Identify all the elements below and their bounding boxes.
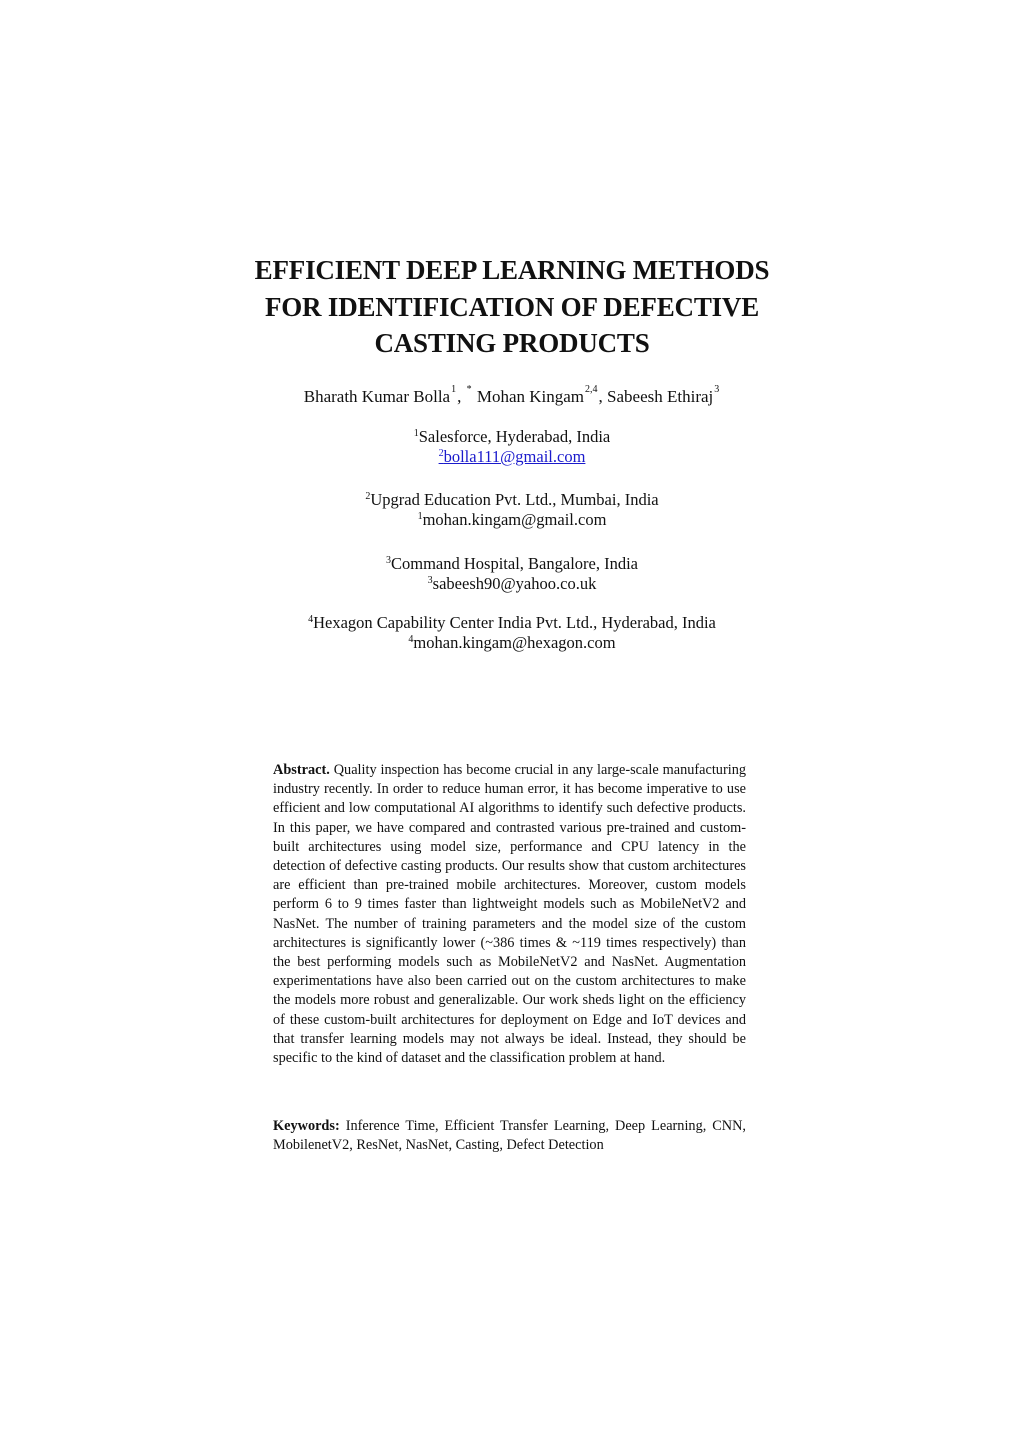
title-line-1: EFFICIENT DEEP LEARNING METHODS bbox=[254, 255, 770, 285]
keywords-label: Keywords: bbox=[273, 1118, 340, 1134]
affiliation-block bbox=[112, 427, 912, 467]
author-name: Bharath Kumar Bolla bbox=[303, 387, 451, 406]
author-affiliation-mark: 2,4 bbox=[585, 384, 598, 395]
email-mark: 4 bbox=[408, 634, 414, 645]
affiliation-block bbox=[112, 490, 912, 530]
email-line bbox=[112, 574, 912, 594]
author-affiliation-mark: 1 bbox=[451, 384, 457, 395]
email-line bbox=[112, 510, 912, 530]
affiliation-line bbox=[112, 490, 912, 510]
email-text: bolla111@gmail.com bbox=[443, 447, 586, 466]
affiliation-line bbox=[112, 613, 912, 633]
author-name: Mohan Kingam bbox=[476, 387, 585, 406]
email-link[interactable] bbox=[439, 447, 586, 466]
keywords bbox=[273, 1117, 746, 1155]
email-text: mohan.kingam@hexagon.com bbox=[413, 633, 616, 652]
email-line bbox=[112, 447, 912, 467]
affiliation-line bbox=[112, 554, 912, 574]
email-mark: 3 bbox=[427, 575, 433, 586]
abstract-text: Quality inspection has become crucial in any large-scale manufacturing industry recently. In order to reduce human error, it has become imperative to use efficient and low computational AI algorithms to identify such defective products. In this paper, we have compared and contrasted various pre-trained and custom-built architectures using model size, performance and CPU latency in the detection of defective casting products. Our results show that custom architectures are efficient than pre-trained mobile architectures. Moreover, custom models perform 6 to 9 times faster than lightweight models such as MobileNetV2 and NasNet. The number of training parameters and the model size of the custom architectures is significantly lower (~386 times & ~119 times respectively) than the best performing models such as MobileNetV2 and NasNet. Augmentation experimentations have also been carried out on the custom architectures to make the models more robust and generalizable. Our work sheds light on the efficiency of these custom-built architectures for deployment on Edge and IoT devices and that transfer learning models may not always be ideal. Instead, they should be specific to the kind of dataset and the classification problem at hand. bbox=[273, 762, 746, 1067]
author-affiliation-mark: 3 bbox=[714, 384, 720, 395]
corresponding-author-mark: * bbox=[466, 384, 472, 395]
author-list: Bharath Kumar Bolla$^1$, * Mohan Kingam$^{2,4}$, Sabeesh Ethiraj$^3$ bbox=[303, 384, 720, 406]
affiliation-line bbox=[112, 427, 912, 447]
keywords-text: Inference Time, Efficient Transfer Learning, Deep Learning, CNN, MobilenetV2, ResNet, NasNet, Casting, Defect Detection bbox=[273, 1118, 747, 1154]
affiliation-text: Hexagon Capability Center India Pvt. Ltd., Hyderabad, India bbox=[313, 613, 716, 632]
affiliation-text: Salesforce, Hyderabad, India bbox=[418, 427, 611, 446]
affiliation-mark: 1 bbox=[413, 428, 419, 439]
title-line-3: CASTING PRODUCTS bbox=[374, 328, 650, 358]
author-name: Sabeesh Ethiraj bbox=[607, 387, 714, 406]
email-mark: 2 bbox=[438, 448, 444, 459]
affiliation-mark: 3 bbox=[386, 555, 391, 566]
affiliation-mark: 4 bbox=[308, 614, 314, 625]
affiliation-text: Upgrad Education Pvt. Ltd., Mumbai, India bbox=[370, 490, 659, 509]
title-line-2: FOR IDENTIFICATION OF DEFECTIVE bbox=[264, 291, 760, 322]
affiliation-mark: 2 bbox=[365, 491, 371, 502]
email-line bbox=[112, 633, 912, 653]
email-mark: 1 bbox=[417, 511, 423, 522]
affiliation-block bbox=[112, 613, 912, 653]
abstract bbox=[273, 761, 746, 1068]
paper-title bbox=[112, 252, 912, 362]
affiliation-text: Command Hospital, Bangalore, India bbox=[391, 554, 638, 573]
abstract-label: Abstract. bbox=[273, 762, 330, 778]
email-text: sabeesh90@yahoo.co.uk bbox=[432, 574, 597, 593]
affiliation-block bbox=[112, 554, 912, 594]
email-text: mohan.kingam@gmail.com bbox=[422, 510, 607, 529]
